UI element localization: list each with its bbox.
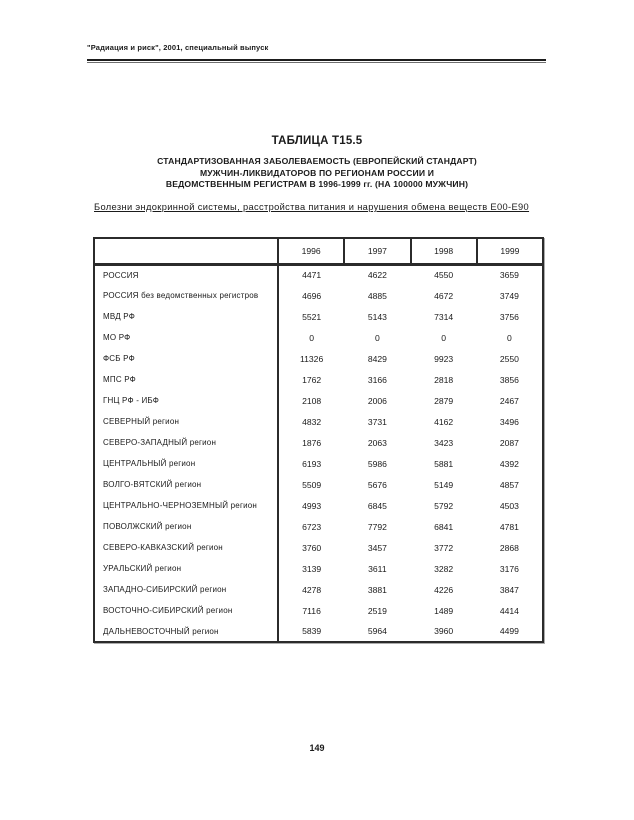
value-cell: 2550	[499, 353, 519, 364]
value-cell: 3749	[499, 290, 519, 301]
value-cell: 3611	[368, 563, 387, 574]
value-cell: 3772	[434, 542, 454, 553]
value-cell: 5881	[434, 458, 454, 469]
value-cell: 4622	[367, 270, 387, 281]
value-cell: 3166	[367, 374, 387, 385]
row-label: СЕВЕРНЫЙ регион	[94, 411, 278, 432]
value-cell: 0	[374, 332, 380, 343]
value-cell: 5964	[367, 626, 387, 636]
value-cell: 5676	[367, 479, 387, 490]
subtitle-line-2: МУЖЧИН-ЛИКВИДАТОРОВ ПО РЕГИОНАМ РОССИИ И	[199, 167, 435, 178]
value-cell: 4857	[499, 479, 519, 490]
page-title: ТАБЛИЦА Т15.5	[271, 135, 363, 147]
table-header-row	[94, 238, 543, 264]
table-row	[94, 537, 543, 558]
value-cell: 4503	[499, 500, 519, 511]
value-cell: 5792	[434, 500, 454, 511]
corner-cell	[94, 238, 278, 264]
row-label: ДАЛЬНЕВОСТОЧНЫЙ регион	[94, 621, 278, 642]
value-cell: 0	[506, 332, 512, 343]
value-cell: 1489	[434, 605, 454, 616]
table-row	[94, 516, 543, 537]
column-header-1996: 1996	[278, 238, 344, 264]
value-cell: 3760	[302, 542, 322, 553]
row-label: МПС РФ	[94, 369, 278, 390]
value-cell: 2087	[499, 437, 519, 448]
value-cell: 3960	[434, 626, 454, 636]
row-label: РОССИЯ	[94, 264, 278, 285]
value-cell: 0	[441, 332, 447, 343]
value-cell: 2879	[434, 395, 454, 406]
row-label: УРАЛЬСКИЙ регион	[94, 558, 278, 579]
value-cell: 1762	[302, 374, 322, 385]
row-label: ВОЛГО-ВЯТСКИЙ регион	[94, 474, 278, 495]
value-cell: 4781	[499, 521, 519, 532]
table-row	[94, 348, 543, 369]
value-cell: 6841	[434, 521, 454, 532]
page-number: 149	[309, 743, 325, 753]
value-cell: 4832	[302, 416, 322, 427]
table-row	[94, 495, 543, 516]
table-row	[94, 390, 543, 411]
value-cell: 2063	[367, 437, 387, 448]
table-row	[94, 600, 543, 621]
value-cell: 6193	[302, 458, 322, 469]
column-header-1997: 1997	[344, 238, 410, 264]
header-rule	[87, 59, 546, 63]
row-label: РОССИЯ без ведомственных регистров	[94, 285, 278, 306]
value-cell: 5509	[302, 479, 322, 490]
value-cell: 4672	[434, 290, 454, 301]
value-cell: 7116	[302, 605, 321, 616]
value-cell: 1876	[302, 437, 322, 448]
value-cell: 6845	[367, 500, 387, 511]
row-label: СЕВЕРО-ЗАПАДНЫЙ регион	[94, 432, 278, 453]
value-cell: 4993	[302, 500, 322, 511]
value-cell: 3856	[499, 374, 519, 385]
column-header-1999: 1999	[477, 238, 543, 264]
value-cell: 5149	[434, 479, 454, 490]
table-row	[94, 285, 543, 306]
table-subtitle	[0, 156, 634, 191]
table-row	[94, 579, 543, 600]
row-label: ЦЕНТРАЛЬНЫЙ регион	[94, 453, 278, 474]
value-cell: 9923	[434, 353, 454, 364]
value-cell: 3847	[499, 584, 519, 595]
table-row	[94, 327, 543, 348]
row-label: ПОВОЛЖСКИЙ регион	[94, 516, 278, 537]
value-cell: 2108	[302, 395, 322, 406]
row-label: ВОСТОЧНО-СИБИРСКИЙ регион	[94, 600, 278, 621]
value-cell: 3731	[367, 416, 387, 427]
value-cell: 11326	[299, 353, 324, 364]
value-cell: 3881	[367, 584, 387, 595]
table-row	[94, 369, 543, 390]
value-cell: 4226	[434, 584, 454, 595]
value-cell: 5521	[302, 311, 322, 322]
value-cell: 2868	[499, 542, 519, 553]
value-cell: 4499	[499, 626, 519, 636]
value-cell: 4162	[434, 416, 454, 427]
column-header-1998: 1998	[411, 238, 477, 264]
value-cell: 5839	[302, 626, 322, 636]
table-row	[94, 264, 543, 285]
value-cell: 4550	[434, 270, 454, 281]
table-row	[94, 411, 543, 432]
table-row	[94, 558, 543, 579]
value-cell: 4696	[302, 290, 322, 301]
value-cell: 2006	[367, 395, 387, 406]
value-cell: 3496	[499, 416, 519, 427]
row-label: ГНЦ РФ - ИБФ	[94, 390, 278, 411]
row-label: ЦЕНТРАЛЬНО-ЧЕРНОЗЕМНЫЙ регион	[94, 495, 278, 516]
table-row	[94, 306, 543, 327]
table-row	[94, 453, 543, 474]
value-cell: 4414	[499, 605, 519, 616]
value-cell: 2818	[434, 374, 454, 385]
value-cell: 4471	[302, 270, 322, 281]
row-label: МО РФ	[94, 327, 278, 348]
table-row	[94, 432, 543, 453]
table-row	[94, 474, 543, 495]
table-row	[94, 621, 543, 642]
value-cell: 7792	[367, 521, 387, 532]
row-label: СЕВЕРО-КАВКАЗСКИЙ регион	[94, 537, 278, 558]
value-cell: 3139	[302, 563, 322, 574]
value-cell: 3282	[434, 563, 454, 574]
value-cell: 3457	[367, 542, 387, 553]
value-cell: 6723	[302, 521, 322, 532]
value-cell: 0	[309, 332, 315, 343]
value-cell: 2519	[367, 605, 387, 616]
row-label: МВД РФ	[94, 306, 278, 327]
value-cell: 5143	[367, 311, 387, 322]
value-cell: 5986	[367, 458, 387, 469]
subtitle-line-1: СТАНДАРТИЗОВАННАЯ ЗАБОЛЕВАЕМОСТЬ (ЕВРОПЕЙСКИЙ СТАНДАРТ)	[157, 156, 477, 166]
running-header: "Радиация и риск", 2001, специальный выпуск	[87, 43, 269, 52]
table-body	[94, 264, 543, 642]
value-cell: 3659	[499, 270, 519, 281]
value-cell: 2467	[499, 395, 519, 406]
value-cell: 3423	[434, 437, 454, 448]
data-table	[93, 237, 544, 643]
value-cell: 4392	[499, 458, 519, 469]
value-cell: 7314	[434, 311, 454, 322]
row-label: ЗАПАДНО-СИБИРСКИЙ регион	[94, 579, 278, 600]
subtitle-line-3: ВЕДОМСТВЕННЫМ РЕГИСТРАМ В 1996-1999 гг. (НА 100000 МУЖЧИН)	[165, 179, 469, 190]
row-label: ФСБ РФ	[94, 348, 278, 369]
value-cell: 3756	[499, 311, 519, 322]
value-cell: 8429	[367, 353, 387, 364]
value-cell: 3176	[499, 563, 519, 574]
value-cell: 4885	[367, 290, 387, 301]
value-cell: 4278	[302, 584, 322, 595]
section-heading: Болезни эндокринной системы, расстройства питания и нарушения обмена веществ E00-E90	[94, 202, 530, 212]
